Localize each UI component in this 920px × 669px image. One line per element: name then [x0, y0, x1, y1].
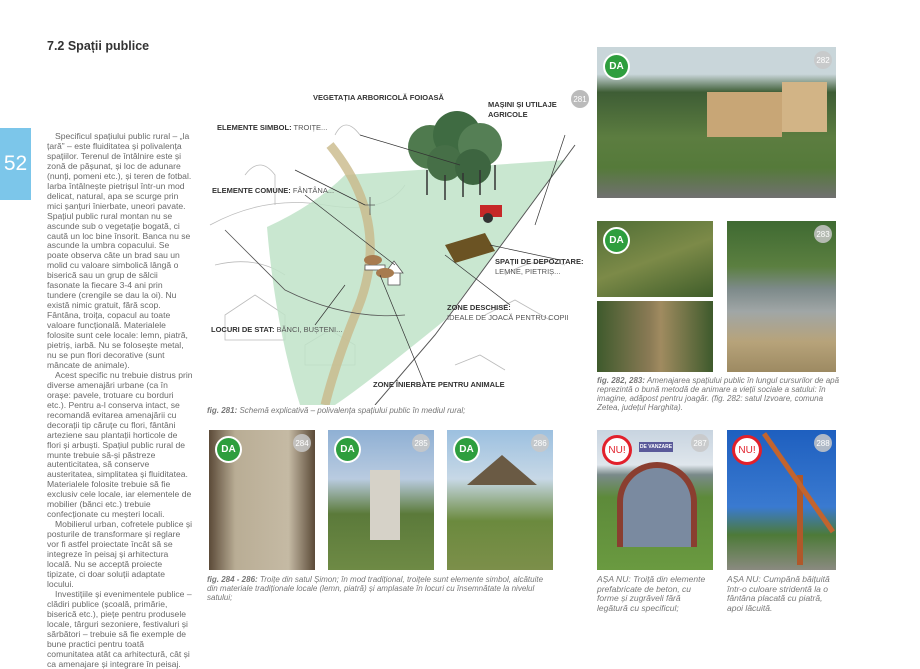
label-machines: MAȘINI ȘI UTILAJE	[488, 100, 557, 109]
label-storage-2: LEMNE, PIETRIȘ...	[495, 267, 561, 276]
caption-288: AȘA NU: Cumpănă băițuită într-o culoare stridentă la o fântâna placată cu piatră, apoi lăcuită.	[727, 574, 830, 613]
figure-number: 284	[293, 434, 311, 452]
da-badge: DA	[603, 227, 630, 254]
label-open: ZONE DESCHISE:	[447, 303, 511, 312]
da-badge: DA	[334, 436, 361, 463]
section-title: 7.2 Spații publice	[47, 39, 150, 53]
photo-287	[597, 430, 713, 570]
photo-282	[597, 47, 836, 198]
body-text	[47, 132, 193, 669]
paragraph: Specificul spațiului public rural – „la țară” – este fluiditatea și polivalența spațiilor. Terenul de întâlnire este și zonă de pășunat, și loc de adunare (nunți, pomeni etc.), și teren de fotbal. Iarba întâlnește pietrișul într-un mod delicat, natural, apa se scurge prin mici șanțuri înierbate, uneori pavate. Spațiul public rural montan nu se ascunde sub o vegetație bogată, ci caută un loc bine însorit. Banca nu se ascunde la umbra copacului. Se poate observa câte un brad sau un molid cu valoare simbolică lângă o biserică sau un grup de sălcii fasonate la fiecare 3-4 ani prin tundere (crengile se dau la oi). Nu există nimic gratuit, fără scop. Fântâna, troița, copacul au toate valoare funcțională. Materialele folosite sunt cele locale: lemn, piatră, pietriș, iarbă. Nu se folosește metal, nu se pun flori decorative (sunt mâncate de animale).	[47, 131, 192, 370]
da-badge: DA	[215, 436, 242, 463]
photo-283	[727, 221, 836, 372]
figure-number: 287	[691, 434, 709, 452]
da-badge: DA	[453, 436, 480, 463]
figure-number: 288	[814, 434, 832, 452]
photo-283-a	[597, 221, 713, 297]
paragraph: Mobilierul urban, cofretele publice și posturile de transformare și reglare vor fi astfel proiectate încât să se integreze în peisaj și arhitectura locală. Nu se acceptă proiecte tipizate, ci doar soluții adaptate locului.	[47, 519, 193, 589]
label-trees: VEGETAȚIA ARBORICOLĂ FOIOASĂ	[313, 93, 444, 102]
grass-area	[267, 160, 565, 405]
label-symbols: ELEMENTE SIMBOL: TROIȚE...	[217, 123, 328, 132]
da-badge: DA	[603, 53, 630, 80]
figure-number: 282	[814, 51, 832, 69]
nu-badge: NU!	[732, 435, 762, 465]
figure-number: 281	[571, 90, 589, 108]
photo-286	[447, 430, 553, 570]
photo-284	[209, 430, 315, 570]
paragraph: Investițiile și evenimentele publice – clădiri publice (școală, primărie, biserică etc.), piețe pentru produsele locale, târguri sezoniere, festivaluri și sărbători – trebuie să fie exemple de bune practici pentru toată comunitatea atât ca arhitectură, cât și ca amenajare și integrare în peisaj.	[47, 588, 192, 669]
caption-284-286: fig. 284 - 286: Troițe din satul Șimon; în mod tradițional, troițele sunt elemente simbol, alcătuite din materiale tradiționale locale (lemn, piatră) și amplasate în locuri cu însemnătate la nivelul satului;	[207, 575, 544, 602]
figure-number: 285	[412, 434, 430, 452]
photo-283-b	[597, 301, 713, 372]
caption-282-283: fig. 282, 283: Amenajarea spațiului public în lungul cursurilor de apă reprezintă o bună metodă de animare a vieții sociale a satului: în imagine, adăpost pentru joagăr. (fig. 282: satul Izvoare, comuna Zetea, județul Harghita).	[597, 376, 840, 412]
page-number: 52	[0, 128, 31, 200]
diagram-sketch	[205, 85, 597, 405]
diagram-281	[205, 85, 597, 405]
label-seating: LOCURI DE STAT: BĂNCI, BUȘTENI...	[211, 325, 343, 334]
photo-285	[328, 430, 434, 570]
caption-281: fig. 281: Schemă explicativă – polivalența spațiului public în mediul rural;	[207, 406, 466, 415]
figure-number: 286	[531, 434, 549, 452]
label-grass: ZONE ÎNIERBATE PENTRU ANIMALE	[373, 380, 505, 389]
label-common: ELEMENTE COMUNE: FÂNTÂNA...	[212, 186, 335, 195]
nu-badge: NU!	[602, 435, 632, 465]
label-open-2: IDEALE DE JOACĂ PENTRU COPII	[447, 313, 569, 322]
figure-number: 283	[814, 225, 832, 243]
photo-288	[727, 430, 836, 570]
paragraph: Acest specific nu trebuie distrus prin diverse amenajări urbane (ca în orașe: pavele, trotuare cu borduri etc.). Pentru a-l conserva intact, se recomandă evitarea amenajării cu decorații tip căruțe cu flori, fântâni arteziene sau plantații horticole de flori și arbuști. Spațiul public rural de munte trebuie să-și păstreze autenticitatea, să conserve austeritatea, simplitatea și fluiditatea. Materialele folosite trebuie să fie exclusiv cele locale, iar elementele de mobilier (bănci etc.) trebuie confecționate cu meșteri locali.	[47, 369, 193, 520]
caption-287: AȘA NU: Troiță din elemente prefabricate de beton, cu forme și zugrăveli fără legătură cu specificul;	[597, 574, 706, 613]
label-machines-2: AGRICOLE	[488, 110, 528, 119]
sign: DE VANZARE	[639, 444, 673, 450]
label-storage: SPAȚII DE DEPOZITARE:	[495, 257, 584, 266]
